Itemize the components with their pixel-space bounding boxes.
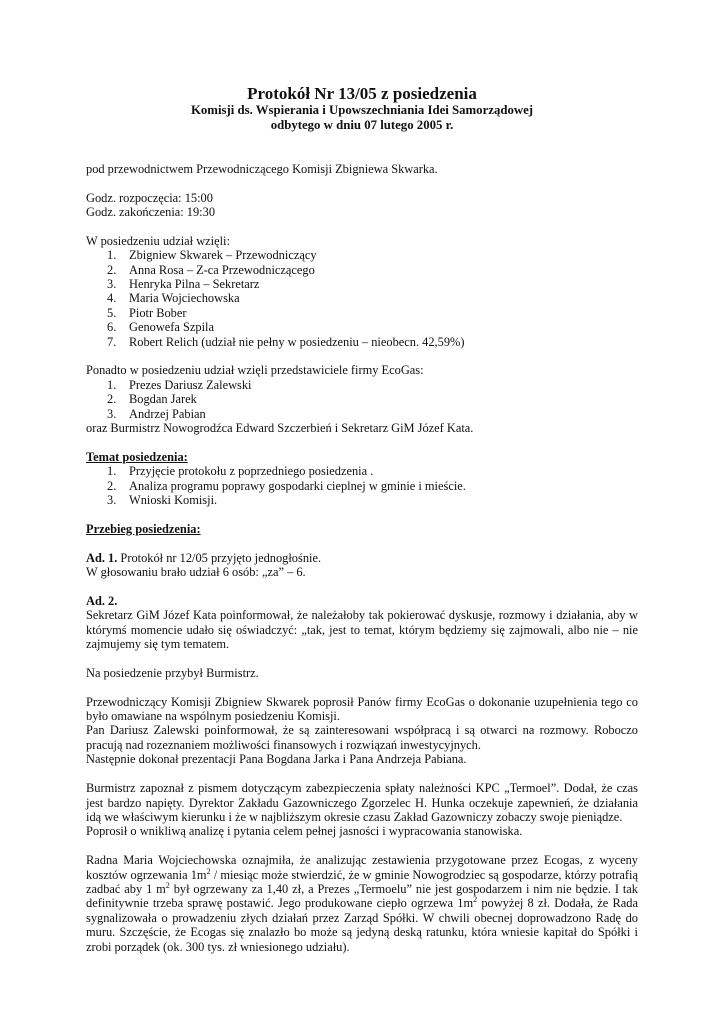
agenda-heading: Temat posiedzenia: — [86, 449, 188, 464]
list-item: 2. Analiza programu poprawy gospodarki cieplnej w gminie i mieście. — [107, 478, 466, 493]
list-item: 6. Genowefa Szpila — [107, 320, 214, 335]
superscript: 2 — [473, 895, 478, 905]
attendees-heading: W posiedzeniu udział wzięli: — [86, 233, 230, 248]
superscript: 2 — [165, 880, 170, 890]
ad2-paragraph: Radna Maria Wojciechowska oznajmiła, że analizując zestawienia przygotowane przez Ecogas, z wyceny kosztów ogrzewania $1m^2$ / miesiąc może stwierdzić, że w gminie Nowogrodziec są gospodarze, którzy potrafią zadbać aby 1 $m^2$ był ogrzewany za 1,40 zł, a Prezes „Termoelu” nie jest gospodarzem i nim nie będzie. I tak definitywnie trzeba sprawę postawić. Jego produkowane ciepło ogrzewa $1m^2$ powyżej 8 zł. Dodała, że Rada sygnalizowała o prowadzeniu złych działań przez Zarząd Spółki. W chwili obecnej doprowadzono Radę do muru. Szczęście, że Ecogas się znalazło bo może są jedyną deską ratunku, która wniesie kapitał do Spółki i zrobi porządek (ok. 300 tys. zł wniesionego udziału). — [86, 853, 638, 954]
list-item: 1. Przyjęcie protokołu z poprzedniego posiedzenia . — [107, 464, 374, 479]
start-time: Godz. rozpoczęcia: 15:00 — [86, 190, 213, 205]
attendees-list — [86, 248, 638, 349]
guests-list — [86, 378, 638, 421]
agenda-list — [86, 464, 638, 507]
ad1-line1: Ad. 1. Protokół nr 12/05 przyjęto jednogłośnie. — [86, 550, 322, 565]
ad2-paragraph: Następnie dokonał prezentacji Pana Bogdana Jarka i Pana Andrzeja Pabiana. — [86, 752, 467, 767]
document-title: Protokół Nr 13/05 z posiedzenia — [247, 84, 477, 103]
list-item: 1. Prezes Dariusz Zalewski — [107, 377, 252, 392]
document-subtitle: Komisji ds. Wspierania i Upowszechniania Idei Samorządowej — [190, 103, 534, 117]
ad1-line2: W głosowaniu brało udział 6 osób: „za” – 6. — [86, 565, 306, 580]
ad2-paragraph: Na posiedzenie przybył Burmistrz. — [86, 665, 259, 680]
list-item: 3. Henryka Pilna – Sekretarz — [107, 277, 260, 291]
ad1-label: Ad. 1. — [86, 550, 118, 565]
list-item: 4. Maria Wojciechowska — [107, 291, 240, 306]
proceedings-heading: Przebieg posiedzenia: — [86, 521, 201, 536]
list-item: 2. Bogdan Jarek — [107, 392, 197, 407]
ad2-paragraph: Burmistrz zapoznał z pismem dotyczącym zabezpieczenia spłaty należności KPC „Termoel”. Dodał, że czas jest bardzo napięty. Dyrektor Zakładu Gazowniczego Zgorzelec H. Hunka oczekuje zapewnień, że działania idą we właściwym kierunku i że w najbliższym okresie czasu Zakład Gazowniczy zobaczy swoje pieniądze. — [86, 781, 638, 824]
meeting-date: odbytego w dniu 07 lutego 2005 r. — [270, 118, 454, 132]
superscript: 2 — [206, 866, 211, 876]
ad2-paragraph: Poprosił o wnikliwą analizę i pytania celem pełnej jasności i wypracowania stanowiska. — [86, 824, 523, 839]
guests-footer: oraz Burmistrz Nowogrodźca Edward Szczerbień i Sekretarz GiM Józef Kata. — [86, 421, 474, 436]
ad2-label: Ad. 2. — [86, 593, 118, 608]
chair-line: pod przewodnictwem Przewodniczącego Komisji Zbigniewa Skwarka. — [86, 161, 438, 176]
list-item: 7. Robert Relich (udział nie pełny w posiedzeniu – nieobecn. 42,59%) — [107, 334, 465, 349]
ad2-paragraph: Przewodniczący Komisji Zbigniew Skwarek poprosił Panów firmy EcoGas o dokonanie uzupełnienia tego co było omawiane na wspólnym posiedzeniu Komisji. — [86, 694, 638, 724]
ad2-paragraph: Sekretarz GiM Józef Kata poinformował, że należałoby tak pokierować dyskusje, rozmowy i działania, aby w którymś momencie udało się oświadczyć: „tak, jest to temat, którym będziemy się zajmowali, albo nie – nie zajmujemy się tym tematem. — [86, 608, 638, 652]
guests-heading: Ponadto w posiedzeniu udział wzięli przedstawiciele firmy EcoGas: — [86, 363, 424, 378]
list-item: 3. Wnioski Komisji. — [107, 493, 218, 508]
list-item: 3. Andrzej Pabian — [107, 406, 206, 421]
end-time: Godz. zakończenia: 19:30 — [86, 204, 216, 219]
ad2-paragraph: Pan Dariusz Zalewski poinformował, że są zainteresowani współpracą i są otwarci na rozmowy. Roboczo pracują nad rozeznaniem możliwości finansowych i rozwiązań inwestycyjnych. — [86, 723, 638, 752]
protocol-document — [86, 84, 638, 954]
list-item: 2. Anna Rosa – Z-ca Przewodniczącego — [107, 262, 315, 277]
list-item: 1. Zbigniew Skwarek – Przewodniczący — [107, 248, 317, 263]
list-item: 5. Piotr Bober — [107, 305, 187, 320]
